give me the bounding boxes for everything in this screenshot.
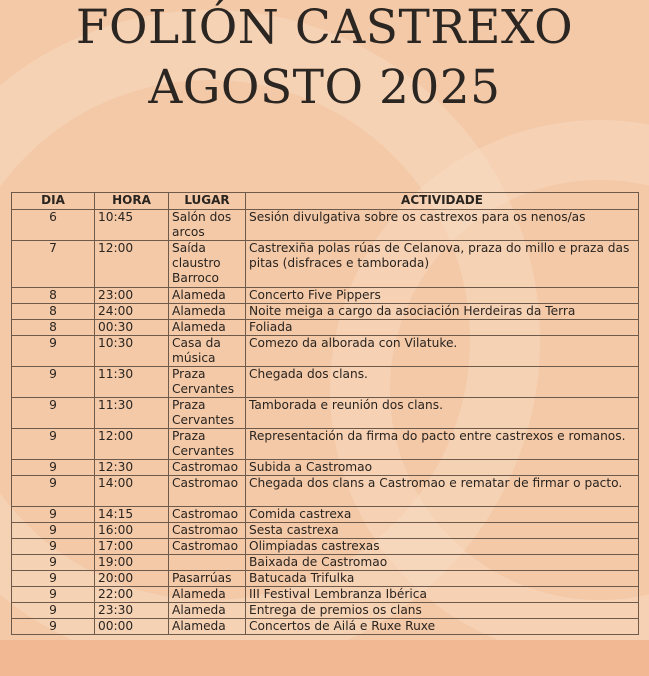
cell-lugar: Alameda — [169, 619, 246, 635]
cell-dia: 9 — [12, 507, 95, 523]
table-row — [12, 603, 639, 619]
cell-hora: 12:30 — [95, 460, 169, 476]
cell-lugar: Castromao — [169, 523, 246, 539]
cell-dia: 9 — [12, 619, 95, 635]
table-row — [12, 571, 639, 587]
cell-hora: 14:15 — [95, 507, 169, 523]
cell-hora: 14:00 — [95, 476, 169, 507]
cell-hora: 22:00 — [95, 587, 169, 603]
cell-dia: 9 — [12, 476, 95, 507]
cell-hora: 24:00 — [95, 304, 169, 320]
cell-dia: 9 — [12, 539, 95, 555]
table-row — [12, 210, 639, 241]
cell-hora: 11:30 — [95, 367, 169, 398]
poster-subtitle-date: AGOSTO 2025 — [148, 60, 501, 115]
cell-dia: 9 — [12, 460, 95, 476]
cell-lugar: Alameda — [169, 320, 246, 336]
cell-actividade: Castrexiña polas rúas de Celanova, praza do millo e praza das pitas (disfraces e tamborada) — [246, 241, 639, 288]
column-header-hora: HORA — [95, 193, 169, 210]
cell-hora: 00:30 — [95, 320, 169, 336]
cell-hora: 12:00 — [95, 429, 169, 460]
column-header-lugar: LUGAR — [169, 193, 246, 210]
cell-dia: 6 — [12, 210, 95, 241]
table-row — [12, 336, 639, 367]
cell-lugar: Praza Cervantes — [169, 398, 246, 429]
cell-dia: 7 — [12, 241, 95, 288]
cell-hora: 11:30 — [95, 398, 169, 429]
column-header-actividade: ACTIVIDADE — [246, 193, 639, 210]
cell-hora: 23:30 — [95, 603, 169, 619]
cell-actividade: Sesta castrexa — [246, 523, 639, 539]
cell-dia: 9 — [12, 523, 95, 539]
cell-lugar: Castromao — [169, 460, 246, 476]
cell-dia: 9 — [12, 587, 95, 603]
table-row — [12, 304, 639, 320]
cell-hora: 16:00 — [95, 523, 169, 539]
table-row — [12, 619, 639, 635]
cell-lugar: Alameda — [169, 587, 246, 603]
cell-dia: 9 — [12, 336, 95, 367]
cell-dia: 9 — [12, 367, 95, 398]
cell-lugar: Alameda — [169, 304, 246, 320]
cell-dia: 9 — [12, 603, 95, 619]
cell-lugar: Praza Cervantes — [169, 367, 246, 398]
schedule-table — [11, 192, 639, 635]
cell-lugar — [169, 555, 246, 571]
table-row — [12, 539, 639, 555]
cell-dia: 8 — [12, 320, 95, 336]
cell-actividade: Olimpiadas castrexas — [246, 539, 639, 555]
table-header-row — [12, 193, 639, 210]
cell-hora: 23:00 — [95, 288, 169, 304]
poster-title: FOLIÓN CASTREXO — [75, 0, 574, 55]
cell-actividade: Noite meiga a cargo da asociación Herdeiras da Terra — [246, 304, 639, 320]
cell-actividade: Comida castrexa — [246, 507, 639, 523]
cell-lugar: Praza Cervantes — [169, 429, 246, 460]
cell-actividade: Subida a Castromao — [246, 460, 639, 476]
table-row — [12, 476, 639, 507]
cell-actividade: Concerto Five Pippers — [246, 288, 639, 304]
cell-hora: 10:30 — [95, 336, 169, 367]
cell-dia: 8 — [12, 304, 95, 320]
cell-dia: 9 — [12, 555, 95, 571]
schedule-body — [12, 210, 639, 635]
table-row — [12, 460, 639, 476]
cell-actividade: Foliada — [246, 320, 639, 336]
cell-dia: 8 — [12, 288, 95, 304]
table-row — [12, 555, 639, 571]
table-row — [12, 320, 639, 336]
table-row — [12, 507, 639, 523]
table-row — [12, 288, 639, 304]
cell-actividade: Tamborada e reunión dos clans. — [246, 398, 639, 429]
cell-hora: 20:00 — [95, 571, 169, 587]
cell-actividade: Entrega de premios os clans — [246, 603, 639, 619]
cell-actividade: Representación da firma do pacto entre castrexos e romanos. — [246, 429, 639, 460]
cell-actividade: Batucada Trifulka — [246, 571, 639, 587]
cell-hora: 10:45 — [95, 210, 169, 241]
cell-actividade: Concertos de Ailá e Ruxe Ruxe — [246, 619, 639, 635]
table-row — [12, 241, 639, 288]
table-row — [12, 587, 639, 603]
cell-actividade: Chegada dos clans. — [246, 367, 639, 398]
cell-actividade: Comezo da alborada con Vilatuke. — [246, 336, 639, 367]
bottom-band — [0, 640, 649, 676]
cell-lugar: Alameda — [169, 603, 246, 619]
column-header-dia: DIA — [12, 193, 95, 210]
table-row — [12, 429, 639, 460]
cell-lugar: Saída claustro Barroco — [169, 241, 246, 288]
cell-lugar: Casa da música — [169, 336, 246, 367]
cell-hora: 19:00 — [95, 555, 169, 571]
cell-lugar: Salón dos arcos — [169, 210, 246, 241]
table-row — [12, 367, 639, 398]
cell-lugar: Castromao — [169, 476, 246, 507]
cell-dia: 9 — [12, 398, 95, 429]
table-row — [12, 523, 639, 539]
cell-hora: 12:00 — [95, 241, 169, 288]
cell-actividade: Baixada de Castromao — [246, 555, 639, 571]
cell-lugar: Pasarrúas — [169, 571, 246, 587]
cell-dia: 9 — [12, 571, 95, 587]
cell-actividade: Sesión divulgativa sobre os castrexos para os nenos/as — [246, 210, 639, 241]
cell-lugar: Castromao — [169, 507, 246, 523]
cell-lugar: Alameda — [169, 288, 246, 304]
cell-actividade: III Festival Lembranza Ibérica — [246, 587, 639, 603]
cell-hora: 00:00 — [95, 619, 169, 635]
cell-lugar: Castromao — [169, 539, 246, 555]
cell-dia: 9 — [12, 429, 95, 460]
cell-actividade: Chegada dos clans a Castromao e rematar de firmar o pacto. — [246, 476, 639, 507]
table-row — [12, 398, 639, 429]
cell-hora: 17:00 — [95, 539, 169, 555]
